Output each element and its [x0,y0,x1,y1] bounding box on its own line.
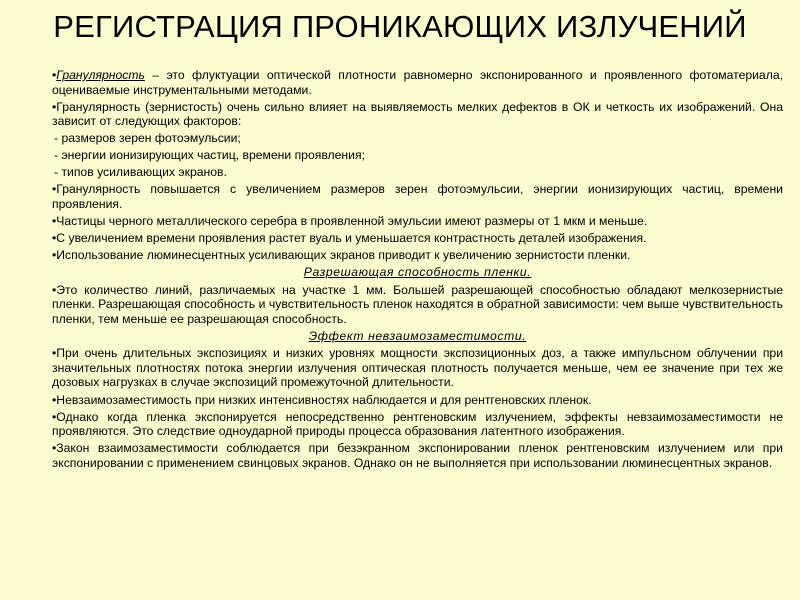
bullet-paragraph [52,182,783,211]
sub-list-item: - типов усиливающих экранов. [54,165,227,180]
bullet-icon: • [52,248,57,263]
bullet-paragraph [52,346,783,390]
paragraph-text: Невзаимозаместимость при низких интенсивностях наблюдается и для рентгеновских пленок. [56,392,592,407]
paragraph-text: Частицы черного металлического серебра в проявленной эмульсии имеют размеры от 1 мкм и меньше. [56,214,648,229]
bullet-icon: • [52,441,57,456]
paragraph-text: При очень длительных экспозициях и низких уровнях мощности экспозиционных доз, а также импульсном облучении при значительных плотностях потока энергии излучения оптическая плотность получается меньше, чем ее значение при тех же дозовых нагрузках в случае экспозиций промежуточной длительности. [52,346,783,390]
section-heading: Эффект невзаимозаместимости. [308,328,527,343]
slide-title: РЕГИСТРАЦИЯ ПРОНИКАЮЩИХ ИЗЛУЧЕНИЙ [53,9,747,44]
bullet-icon: • [52,182,57,197]
bullet-icon: • [52,214,57,229]
sub-list-item: - размеров зерен фотоэмульсии; [54,131,241,146]
sub-list-item: - энергии ионизирующих частиц, времени проявления; [54,148,365,163]
paragraph-text: С увеличением времени проявления растет вуаль и уменьшается контрастность деталей изображения. [56,231,647,246]
bullet-paragraph [52,393,783,408]
paragraph-text: – это флуктуации оптической плотности равномерно экспонированного и проявленного фотоматериала, оцениваемые инструментальными методами. [52,68,783,97]
bullet-paragraph [52,231,783,246]
paragraph-text: Однако когда пленка экспонируется непосредственно рентгеновским излучением, эффекты невзаимозаместимости не проявляются. Это следствие одноударной природы процесса образования латентного изображения. [52,409,783,439]
bullet-icon: • [52,409,57,424]
slide-content [52,68,783,473]
bullet-icon: • [52,99,57,114]
bullet-icon: • [52,346,57,361]
bullet-paragraph [52,410,783,439]
bullet-paragraph [52,441,783,470]
bullet-icon: • [52,68,57,82]
bullet-icon: • [52,392,57,407]
paragraph-text: Использование люминесцентных усиливающих экранов приводит к увеличению зернистости пленки. [56,248,631,263]
paragraph-text: Гранулярность повышается с увеличением размеров зерен фотоэмульсии, энергии ионизирующих частиц, времени проявления. [52,182,783,211]
section-heading: Разрешающая способность пленки. [303,265,532,280]
bullet-paragraph [52,100,783,129]
bullet-paragraph [52,248,783,263]
bullet-paragraph [52,283,783,327]
paragraph-text: Это количество линий, различаемых на участке 1 мм. Большей разрешающей способностью обладают мелкозернистые пленки. Разрешающая способность и чувствительность пленок находятся в обратной зависимости: чем выше чувствительность пленки, тем меньше ее разрешающая способность. [52,282,783,326]
bullet-icon: • [52,231,57,246]
bullet-paragraph [52,68,783,97]
defined-term: Гранулярность [56,68,145,82]
paragraph-text: Закон взаимозаместимости соблюдается при безэкранном экспонировании пленок рентгеновским излучением или при экспонировании с применением свинцовых экранов. Однако он не выполняется при использовании люминесцентных экранов. [52,441,783,470]
bullet-icon: • [52,282,57,297]
paragraph-text: Гранулярность (зернистость) очень сильно влияет на выявляемость мелких дефектов в ОК и четкость их изображений. Она зависит от следующих факторов: [52,99,783,129]
bullet-paragraph [52,214,783,229]
